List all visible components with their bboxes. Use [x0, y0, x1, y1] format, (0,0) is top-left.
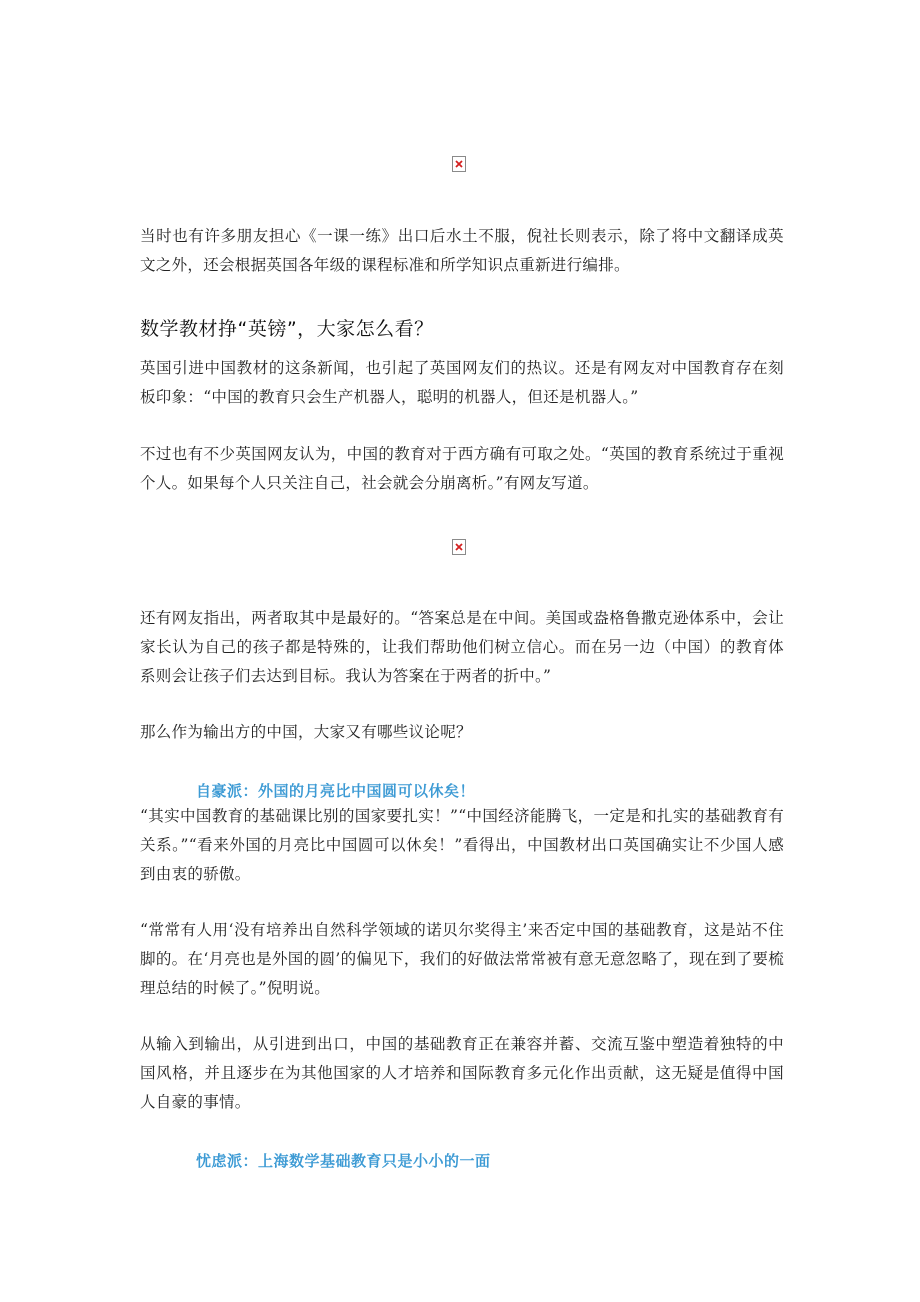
subheading-worried: 忧虑派：上海数学基础教育只是小小的一面 — [196, 1152, 491, 1170]
paragraph-2: 英国引进中国教材的这条新闻，也引起了英国网友们的热议。还是有网友对中国教育存在刻板印象：“中国的教育只会生产机器人，聪明的机器人，但还是机器人。” — [140, 359, 784, 406]
image-error-x-icon — [455, 160, 463, 168]
paragraph-6: “其实中国教育的基础课比别的国家要扎实！”“中国经济能腾飞，一定是和扎实的基础教育有关系。”“看来外国的月亮比中国圆可以休矣！”看得出，中国教材出口英国确实让不少国人感到由衷的骄傲。 — [140, 807, 784, 883]
paragraph-4: 还有网友指出，两者取其中是最好的。“答案总是在中间。美国或盎格鲁撒克逊体系中，会让家长认为自己的孩子都是特殊的，让我们帮助他们树立信心。而在另一边（中国）的教育体系则会让孩子们去达到目标。我认为答案在于两者的折中。” — [140, 609, 784, 685]
paragraph-7: “常常有人用‘没有培养出自然科学领域的诺贝尔奖得主’来否定中国的基础教育，这是站不住脚的。在‘月亮也是外国的圆’的偏见下，我们的好做法常常被有意无意忽略了，现在到了要梳理总结的时候了。”倪明说。 — [140, 921, 784, 997]
paragraph-5: 那么作为输出方的中国，大家又有哪些议论呢？ — [140, 723, 472, 741]
paragraph-3: 不过也有不少英国网友认为，中国的教育对于西方确有可取之处。“英国的教育系统过于重视个人。如果每个人只关注自己，社会就会分崩离析。”有网友写道。 — [140, 445, 784, 492]
image-error-x-icon — [455, 543, 463, 551]
paragraph-1: 当时也有许多朋友担心《一课一练》出口后水土不服，倪社长则表示，除了将中文翻译成英文之外，还会根据英国各年级的课程标准和所学知识点重新进行编排。 — [140, 227, 784, 274]
broken-image-icon — [452, 539, 466, 555]
subheading-proud: 自豪派：外国的月亮比中国圆可以休矣！ — [196, 782, 476, 800]
section-heading: 数学教材挣“英镑”，大家怎么看？ — [140, 318, 434, 340]
paragraph-8: 从输入到输出，从引进到出口，中国的基础教育正在兼容并蓄、交流互鉴中塑造着独特的中国风格，并且逐步在为其他国家的人才培养和国际教育多元化作出贡献，这无疑是值得中国人自豪的事情。 — [140, 1035, 784, 1111]
broken-image-icon — [452, 156, 466, 172]
